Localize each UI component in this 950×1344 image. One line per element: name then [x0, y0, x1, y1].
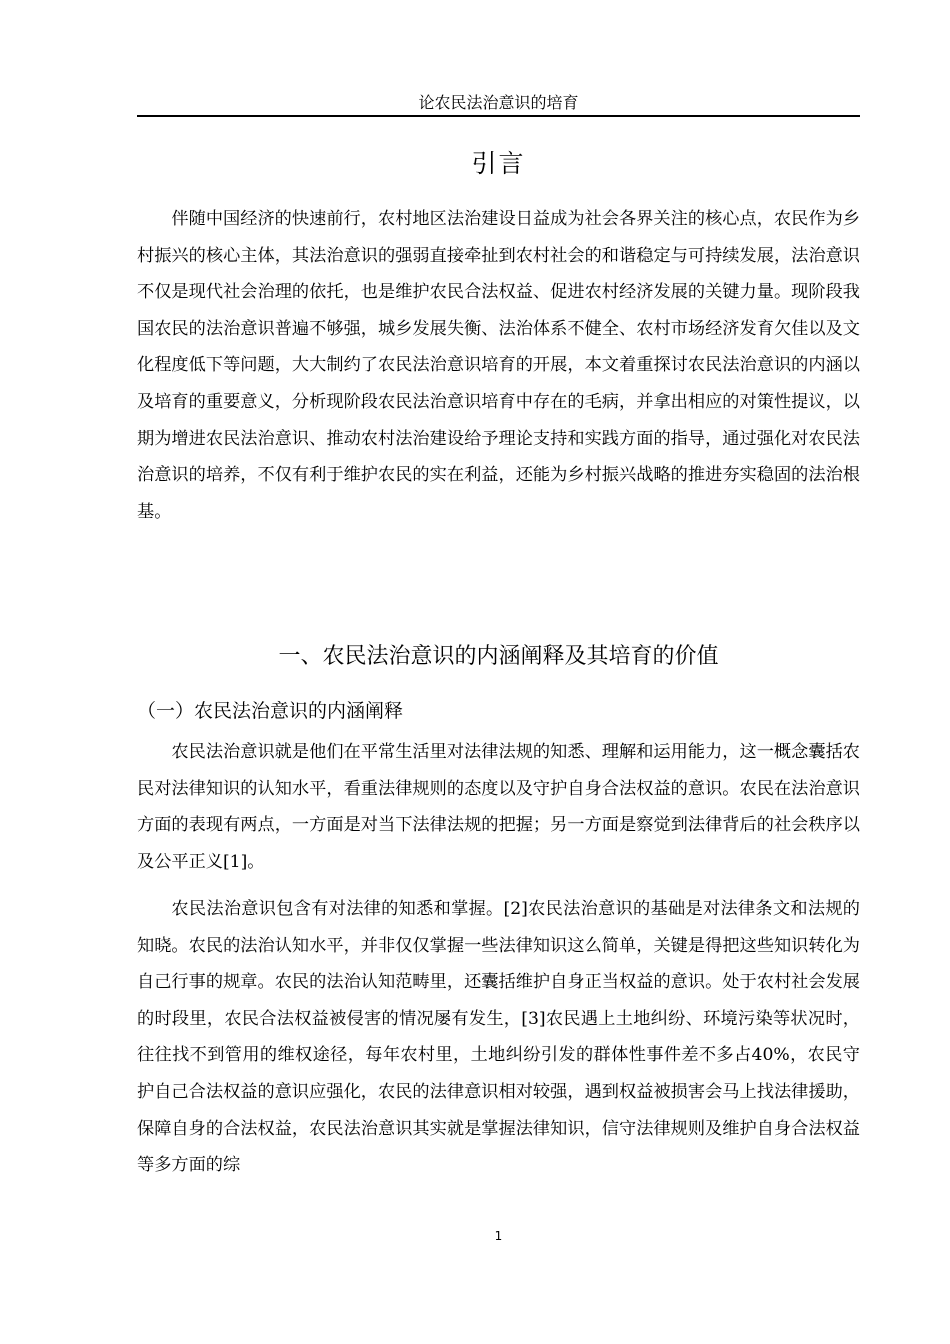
subsection-title: （一）农民法治意识的内涵阐释 [137, 700, 404, 722]
intro-title: 引言 [471, 149, 526, 178]
header-rule [137, 115, 860, 117]
body-paragraph-1: 农民法治意识就是他们在平常生活里对法律法规的知悉、理解和运用能力，这一概念囊括农民对法律知识的认知水平，看重法律规则的态度以及守护自身合法权益的意识。农民在法治意识方面的表现有两点，一方面是对当下法律法规的把握；另一方面是察觉到法律背后的社会秩序以及公平正义[1]。 [137, 742, 860, 872]
running-header: 论农民法治意识的培育 [418, 93, 579, 112]
intro-paragraph: 伴随中国经济的快速前行，农村地区法治建设日益成为社会各界关注的核心点，农民作为乡村振兴的核心主体，其法治意识的强弱直接牵扯到农村社会的和谐稳定与可持续发展，法治意识不仅是现代社会治理的依托，也是维护农民合法权益、促进农村经济发展的关键力量。现阶段我国农民的法治意识普遍不够强，城乡发展失衡、法治体系不健全、农村市场经济发育欠佳以及文化程度低下等问题，大大制约了农民法治意识培育的开展，本文着重探讨农民法治意识的内涵以及培育的重要意义，分析现阶段农民法治意识培育中存在的毛病，并拿出相应的对策性提议，以期为增进农民法治意识、推动农村法治建设给予理论支持和实践方面的指导，通过强化对农民法治意识的培养，不仅有利于维护农民的实在利益，还能为乡村振兴战略的推进夯实稳固的法治根基。 [137, 209, 860, 522]
page-number: 1 [494, 1229, 503, 1243]
body-paragraph-2: 农民法治意识包含有对法律的知悉和掌握。[2]农民法治意识的基础是对法律条文和法规的知晓。农民的法治认知水平，并非仅仅掌握一些法律知识这么简单，关键是得把这些知识转化为自己行事的规章。农民的法治认知范畴里，还囊括维护自身正当权益的意识。处于农村社会发展的时段里，农民合法权益被侵害的情况屡有发生，[3]农民遇上土地纠纷、环境污染等状况时，往往找不到管用的维权途径，每年农村里，土地纠纷引发的群体性事件差不多占40%，农民守护自己合法权益的意识应强化，农民的法律意识相对较强，遇到权益被损害会马上找法律援助，保障自身的合法权益，农民法治意识其实就是掌握法律知识，信守法律规则及维护自身合法权益等多方面的综 [137, 899, 860, 1176]
section-title: 一、农民法治意识的内涵阐释及其培育的价值 [278, 644, 719, 669]
